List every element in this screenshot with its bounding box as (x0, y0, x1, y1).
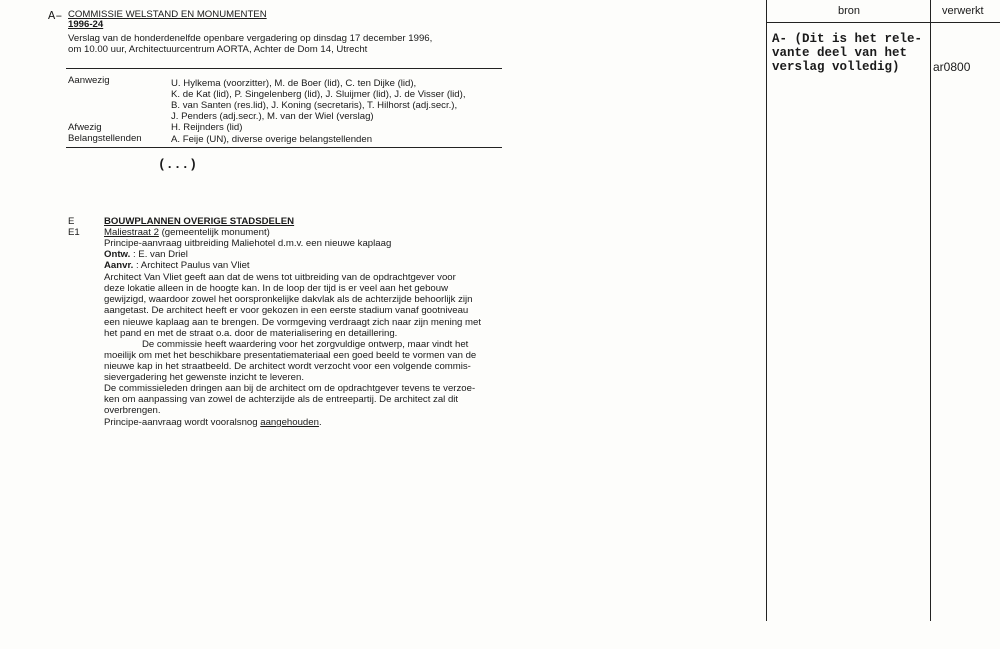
bron-note-line: A- (Dit is het rele- (772, 32, 923, 46)
afwezig-value: H. Reijnders (lid) (171, 122, 243, 133)
ellipsis-mark: (...) (158, 157, 198, 172)
paragraph-line: aangetast. De architect heeft er voor gekozen in een eerste stadium vanaf gootniveau (104, 305, 469, 316)
archive-code: ar0800 (933, 60, 971, 74)
ontw-value: : E. van Driel (130, 249, 188, 260)
paragraph-line: nieuwe kap in het straatbeeld. De architect wordt verzocht voor een volgende commis- (104, 361, 471, 372)
paragraph-line: Architect Van Vliet geeft aan dat de wens tot uitbreiding van de opdrachtgever voor (104, 272, 456, 283)
paragraph-line: ken om aanpassing van zowel de achterzijde als de entreepartij. De architect zal dit (104, 394, 459, 405)
paragraph-line: overbrengen. (104, 405, 161, 416)
belangstellenden-label: Belangstellenden (68, 133, 142, 144)
aanvr-value: : Architect Paulus van Vliet (133, 260, 250, 271)
attendance-divider (66, 147, 502, 148)
margin-prefix: A– (48, 9, 63, 23)
paragraph-line: een nieuwe kaplaag aan te brengen. De vormgeving verdraagt zich naar zijn mening met (104, 317, 482, 328)
paragraph-line: deze lokatie alleen in de hoogte kan. In de loop der tijd is er veel aan het gebouw (104, 283, 449, 294)
conclusion-suffix: . (318, 417, 322, 428)
header-line-1: Verslag van de honderdenelfde openbare vergadering op dinsdag 17 december 1996, (68, 33, 433, 44)
aanwezig-line: J. Penders (adj.secr.), M. van der Wiel (verslag) (171, 111, 374, 122)
conclusion-line (104, 418, 322, 429)
header-row-divider (766, 22, 1000, 23)
item-code: E1 (68, 227, 80, 238)
aanwezig-line: K. de Kat (lid), P. Singelenberg (lid), J. Sluijmer (lid), J. de Visser (lid), (171, 89, 466, 100)
paragraph-line: het pand en met de straat o.a. door de materialisering en detaillering. (104, 328, 398, 339)
paragraph-line: gewijzigd, waardoor zowel het oorspronkelijke dakvlak als de achterzijde behoorlijk zijn (104, 294, 473, 305)
section-title: BOUWPLANNEN OVERIGE STADSDELEN (104, 216, 295, 227)
section-code: E (68, 216, 75, 227)
verwerkt-header: verwerkt (942, 5, 984, 17)
conclusion-status: aangehouden (260, 417, 319, 428)
sidebar-left-border (766, 0, 767, 621)
header-divider (66, 68, 502, 69)
paragraph-line: moeilijk om met het beschikbare presentatiemateriaal een goed beeld te vormen van de (104, 350, 477, 361)
belangstellenden-value: A. Feije (UN), diverse overige belangstellenden (171, 134, 373, 145)
item-address: Maliestraat 2 (104, 227, 159, 238)
bron-note (772, 32, 922, 74)
aanwezig-label: Aanwezig (68, 75, 110, 86)
column-divider (930, 0, 931, 621)
item-address-line (104, 228, 270, 239)
ontw-label: Ontw. (104, 249, 131, 260)
paragraph-line: De commissieleden dringen aan bij de architect om de opdrachtgever tevens te verzoe- (104, 383, 476, 394)
bron-note-line: vante deel van het (772, 46, 908, 60)
afwezig-label: Afwezig (68, 122, 102, 133)
aanwezig-line: B. van Santen (res.lid), J. Koning (secretaris), T. Hilhorst (adj.secr.), (171, 100, 458, 111)
page-title: COMMISSIE WELSTAND EN MONUMENTEN (68, 9, 267, 20)
paragraph-line: De commissie heeft waardering voor het zorgvuldige ontwerp, maar vindt het (142, 339, 469, 350)
item-address-note: (gemeentelijk monument) (158, 227, 270, 238)
meeting-number: 1996-24 (68, 19, 104, 30)
bron-header: bron (838, 5, 861, 17)
item-subject: Principe-aanvraag uitbreiding Maliehotel d.m.v. een nieuwe kaplaag (104, 238, 392, 249)
paragraph-line: sievergadering het gewenste inzicht te leveren. (104, 372, 304, 383)
aanvr-label: Aanvr. (104, 260, 134, 271)
bron-note-line: verslag volledig) (772, 60, 900, 74)
aanwezig-line: U. Hylkema (voorzitter), M. de Boer (lid), C. ten Dijke (lid), (171, 78, 417, 89)
aanvrager-line (104, 261, 250, 272)
header-line-2: om 10.00 uur, Architectuurcentrum AORTA, Achter de Dom 14, Utrecht (68, 44, 368, 55)
ontwerper-line (104, 250, 188, 261)
conclusion-prefix: Principe-aanvraag wordt vooralsnog (104, 417, 261, 428)
